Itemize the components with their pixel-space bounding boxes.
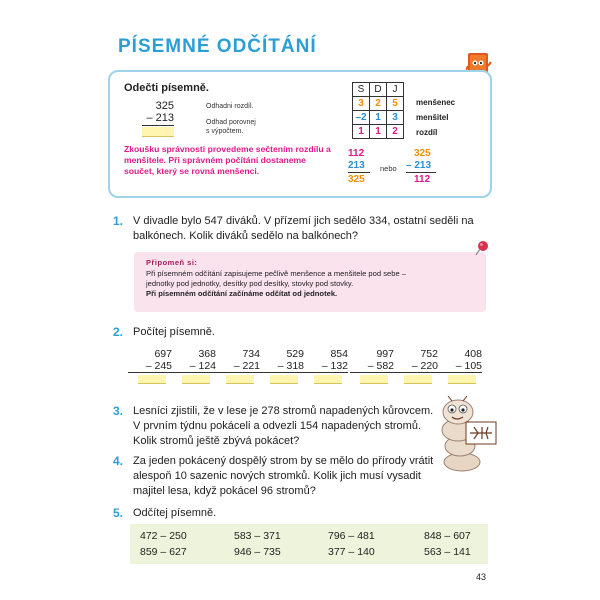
problem-top: 997 <box>376 348 394 360</box>
answer-field[interactable] <box>138 375 166 384</box>
remember-line3: Při písemném odčítání začínáme odčítat od jednotek. <box>146 289 338 298</box>
task5-item: 848 – 607 <box>424 530 471 542</box>
difference-tens: 1 <box>370 125 387 139</box>
remember-line1: Při písemném odčítání zapisujeme pečlivě menšence a menšitele pod sebe – <box>146 269 407 278</box>
task5-item: 377 – 140 <box>328 546 375 558</box>
task2-number: 2. <box>113 325 124 339</box>
subtrahend-ones: 3 <box>387 111 404 125</box>
problem-bottom: – 132 <box>304 360 348 373</box>
minuend-hundreds: 3 <box>353 97 370 111</box>
problem-7 <box>394 348 438 384</box>
problem-bottom: – 245 <box>128 360 172 373</box>
task5-item: 796 – 481 <box>328 530 375 542</box>
remember-line2: jednotky pod jednotky, desítky pod desítky, stovky pod stovky. <box>146 279 354 288</box>
check-a-rule <box>348 172 370 173</box>
task1-text: V divadle bylo 547 diváků. V přízemí jich sedělo 334, ostatní seděli na balkónech. Kolik diváků sedělo na balkónech? <box>133 215 474 242</box>
subtrahend-hundreds: –2 <box>353 111 370 125</box>
page-title: PÍSEMNÉ ODČÍTÁNÍ <box>118 36 317 57</box>
problem-bottom: – 582 <box>350 360 394 373</box>
header-ones: J <box>387 83 404 97</box>
task4-line1: Za jeden pokácený dospělý strom by se mělo do přírody vrátit <box>133 455 434 467</box>
answer-field[interactable] <box>404 375 432 384</box>
check-a-line1: 112 <box>348 148 365 159</box>
subtrahend-tens: 1 <box>370 111 387 125</box>
label-minuend: menšenec <box>416 98 456 107</box>
problem-5 <box>304 348 348 384</box>
problem-top: 697 <box>154 348 172 360</box>
check-explanation: Zkoušku správnosti provedeme sečtením rozdílu a menšitele. Při správném počítání dostaneme součet, který se rovná menšenci. <box>124 144 331 176</box>
problem-top: 408 <box>464 348 482 360</box>
problem-top: 752 <box>420 348 438 360</box>
problem-6 <box>350 348 394 384</box>
note-compare-1: Odhad porovnej <box>206 119 256 126</box>
task4-line2: alespoň 10 sazenic nových stromků. Kolik jich musí vysadit <box>133 470 421 482</box>
check-b-line1: 325 <box>414 148 431 159</box>
example-answer-field[interactable] <box>142 127 174 137</box>
problem-3 <box>216 348 260 384</box>
task5-item: 859 – 627 <box>140 546 187 558</box>
problem-bottom: – 221 <box>216 360 260 373</box>
task4-line3: majitel lesa, když pokácel 96 stromů? <box>133 485 316 497</box>
answer-field[interactable] <box>448 375 476 384</box>
task2-text: Počítej písemně. <box>133 326 215 338</box>
label-difference: rozdíl <box>416 128 438 137</box>
problem-bottom: – 124 <box>172 360 216 373</box>
task5-item: 472 – 250 <box>140 530 187 542</box>
problem-4 <box>260 348 304 384</box>
header-tens: D <box>370 83 387 97</box>
check-a-line2: 213 <box>348 160 365 171</box>
task5-number: 5. <box>113 506 124 520</box>
answer-field[interactable] <box>226 375 254 384</box>
task5-item: 583 – 371 <box>234 530 281 542</box>
problem-bottom: – 318 <box>260 360 304 373</box>
difference-ones: 2 <box>387 125 404 139</box>
problem-2 <box>172 348 216 384</box>
minuend-tens: 2 <box>370 97 387 111</box>
pushpin-icon <box>474 240 490 256</box>
task3-line1: Lesníci zjistili, že v lese je 278 stromů napadených kůrovcem. <box>133 405 434 417</box>
problem-top: 854 <box>330 348 348 360</box>
check-a-line3: 325 <box>348 174 365 185</box>
problem-bottom: – 105 <box>438 360 482 373</box>
task3-line2: V prvním týdnu pokáceli a odvezli 154 napadených stromů. <box>133 420 421 432</box>
problem-top: 529 <box>286 348 304 360</box>
task3-text <box>133 404 443 449</box>
remember-heading: Připomeň si: <box>146 258 198 267</box>
example-box <box>108 70 492 198</box>
example-rule <box>142 125 174 126</box>
problem-bottom: – 220 <box>394 360 438 373</box>
note-compare-2: s výpočtem. <box>206 128 244 135</box>
remember-body <box>146 269 476 299</box>
label-subtrahend: menšitel <box>416 113 449 122</box>
answer-field[interactable] <box>270 375 298 384</box>
example-subtrahend: – 213 <box>146 112 174 124</box>
check-b-rule <box>406 172 436 173</box>
place-value-table <box>352 82 404 139</box>
check-b-line3: 112 <box>414 174 431 185</box>
remember-box <box>134 252 486 312</box>
check-b-line2: – 213 <box>406 160 432 171</box>
answer-field[interactable] <box>182 375 210 384</box>
caterpillar-icon <box>436 396 500 474</box>
problem-8 <box>438 348 482 384</box>
task5-text: Odčítej písemně. <box>133 507 217 519</box>
task4-number: 4. <box>113 454 124 468</box>
example-heading: Odečti písemně. <box>124 82 209 94</box>
problem-1 <box>128 348 172 384</box>
check-or: nebo <box>380 164 397 173</box>
problem-top: 368 <box>198 348 216 360</box>
task3-number: 3. <box>113 404 124 418</box>
answer-field[interactable] <box>314 375 342 384</box>
minuend-ones: 5 <box>387 97 404 111</box>
task1-number: 1. <box>113 214 124 228</box>
problem-top: 734 <box>242 348 260 360</box>
task5-item: 946 – 735 <box>234 546 281 558</box>
example-minuend: 325 <box>155 100 174 112</box>
answer-field[interactable] <box>360 375 388 384</box>
task3-line3: Kolik stromů ještě zbývá pokácet? <box>133 435 300 447</box>
difference-hundreds: 1 <box>353 125 370 139</box>
task4-text <box>133 454 443 499</box>
header-hundreds: S <box>353 83 370 97</box>
page-number: 43 <box>476 572 487 582</box>
note-estimate: Odhadni rozdíl. <box>206 103 254 110</box>
task5-grid <box>130 524 488 564</box>
task5-item: 563 – 141 <box>424 546 471 558</box>
